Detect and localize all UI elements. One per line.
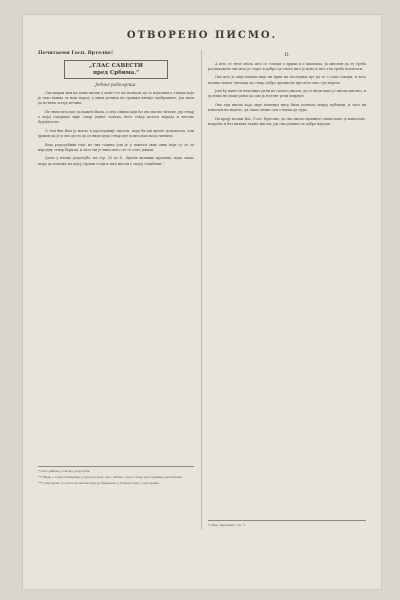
paragraph: Даље у писму родољуба, на стр. 33 до 4: „Време великих промена, када свако мора да покаже на којој страни стоји и шта мисли о својој отаџбини." bbox=[38, 156, 194, 166]
document-title: ОТВОРЕНО ПИСМО. bbox=[126, 30, 278, 41]
column-divider bbox=[201, 50, 202, 530]
boxed-title bbox=[64, 60, 168, 79]
boxed-title-line: „ГЛАС САВЕСТИ bbox=[89, 63, 143, 69]
paragraph: Одговарам вам на ваше писмо у коме сте ме позвали да се изјасним о ствари која је тако важна за наш народ; у овим речима не тражим ничије одобравање, јер знам да истина остаје истина. bbox=[38, 90, 194, 106]
paragraph: О том бих Вам ја могао и пространије писати, када би ми време допуштало, али држим да је и ово доста да се види куда ствар иде и шта нам ваља чинити. bbox=[38, 128, 194, 139]
subtitle: Једног родољупца. bbox=[95, 82, 137, 87]
footnote: ***) Ове речи су узете из писма које је објављено у Новом Саду у оно време. bbox=[38, 480, 160, 485]
right-footnote: *) Вид. напомену стр. 7. bbox=[208, 520, 366, 527]
footnote: *) Ово рађено у писму родољуба. bbox=[38, 469, 91, 473]
paragraph: Још ћу навести неколико речи из самога писма, да се види како је писац мислио, и да нико не може рећи да сам ја његове речи изврнуо. bbox=[208, 89, 366, 99]
section-mark: II. bbox=[284, 53, 290, 58]
paragraph: Не знам шта пре да кажем Вама, а шта онима који ће ово писмо читати, јер ствар о којој говоримо није ствар једног човека, него ствар целога народа и његове будућности. bbox=[38, 109, 194, 125]
footnote: **) Види о томе опширније у другом делу овог писма, где је ствар пространије разложена. bbox=[38, 474, 183, 479]
paragraph: Ова три писма која овде поменух нису била позната широј публици, и зато их износим на видело, да свако може сам о њима да суди. bbox=[208, 102, 366, 113]
salutation: Почитаеми Госп. Вртелне! bbox=[38, 50, 114, 56]
boxed-title-line: пред Србима." bbox=[92, 69, 140, 76]
footnotes bbox=[38, 466, 194, 486]
left-column bbox=[38, 50, 194, 170]
paragraph: А што се тиче онога што се говори о цркви и о школама, ја мислим да ту треба разликовати оно што је старо и добро од онога што је ново и што тек треба испитати. bbox=[208, 61, 366, 71]
document-page bbox=[22, 14, 382, 590]
paragraph: Ваш родољубиви глас из тих година још је у памети свих оних који су се за народну ствар борили, и зато ми је мило што сте се опет јавили. bbox=[38, 142, 194, 152]
paragraph: На крају молим Вас, Госп. Вртелне, да ово писмо примите онако како је написано, искрено и без икакве задње мисли, јер сви радимо за добро народа. bbox=[208, 116, 366, 126]
right-column bbox=[208, 50, 366, 130]
paragraph: Ово што ја овде пишем није ни први ни последњи пут да се о томе говори, и зато молим сваког читаоца да ствар добро промисли пре него што суд изрече. bbox=[208, 75, 366, 85]
